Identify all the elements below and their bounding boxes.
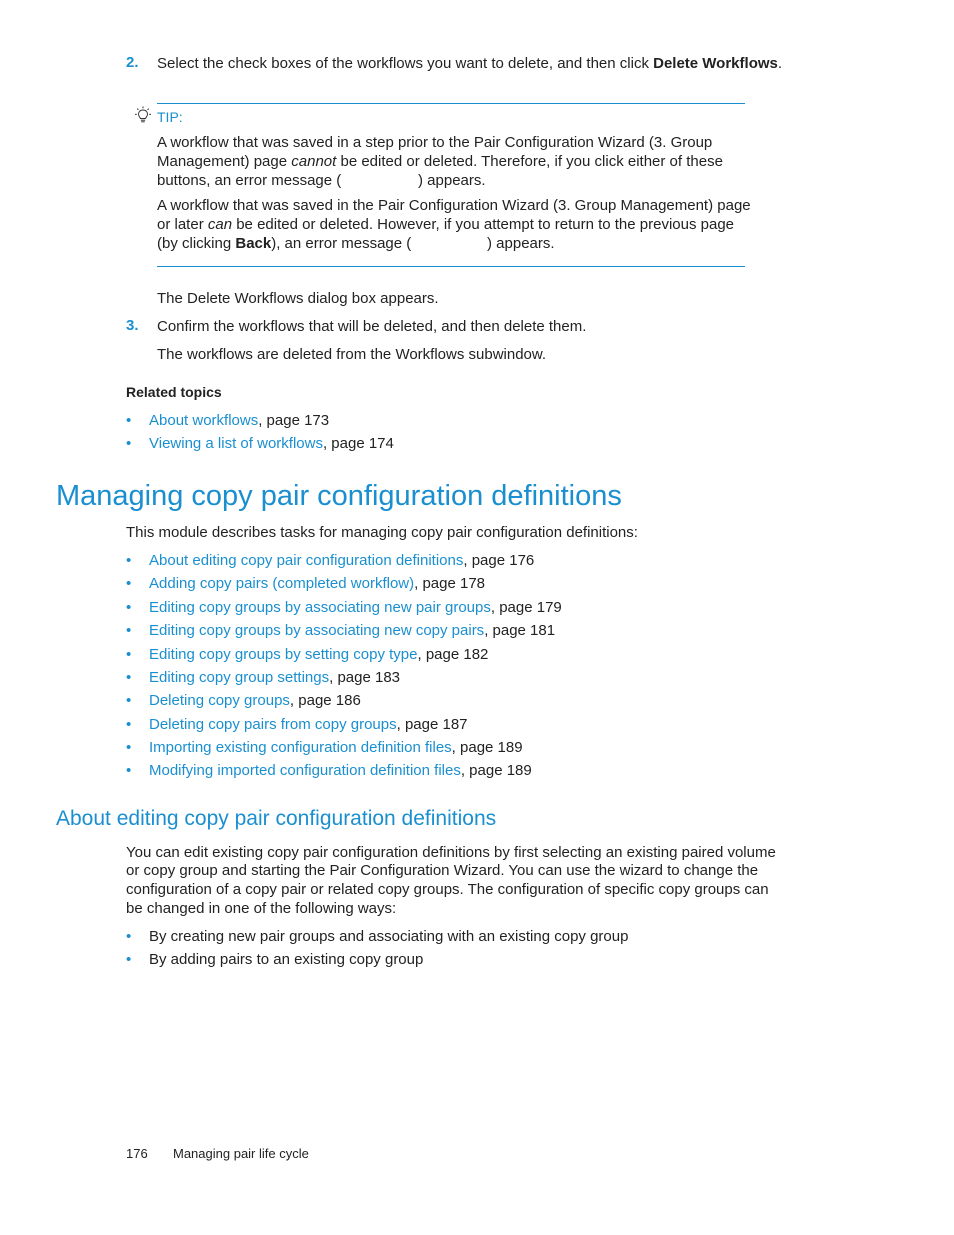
bullet-icon: • [126,928,132,945]
tip-label: TIP: [157,109,183,125]
list-item [126,668,400,687]
list-item [126,715,468,734]
link-group-settings[interactable]: Editing copy group settings [149,669,330,686]
tip-para1-line2-a: Management) page [157,153,292,170]
tip-para2-line3-a [157,234,411,253]
tip-para1-line1: A workflow that was saved in a step prior to the Pair Configuration Wizard (3. Group [157,134,713,151]
list-item [126,434,394,453]
list-item [126,551,534,570]
footer-chapter-title: Managing pair life cycle [173,1146,309,1161]
bullet-icon: • [126,951,132,968]
page-ref: , page 182 [417,646,489,663]
step-2-bold: Delete Workflows [653,55,778,72]
page-ref: , page 189 [451,739,523,756]
page-ref: , page 174 [322,435,394,452]
link-deleting-groups[interactable]: Deleting copy groups [149,692,290,709]
link-viewing-workflows[interactable]: Viewing a list of workflows [149,435,323,452]
tip-para2-line2 [157,215,734,234]
link-importing-files[interactable]: Importing existing configuration definition files [149,739,452,756]
bullet-text: By creating new pair groups and associating with an existing copy group [149,928,629,945]
section2-para-line4: be changed in one of the following ways: [126,900,397,917]
tip-para2-line3-c: ) appears. [487,235,555,252]
bullet-icon: • [126,599,132,616]
list-item [126,927,628,946]
step-2-text-b: . [777,55,783,72]
link-copy-type[interactable]: Editing copy groups by setting copy type [149,646,418,663]
page-ref: , page 187 [396,716,468,733]
bullet-icon: • [126,435,132,452]
page-ref: , page 181 [484,622,556,639]
tip-para2-line2-b: be edited or deleted. However, if you attempt to return to the previous page [232,216,735,233]
bullet-icon: • [126,692,132,709]
tip-bottom-rule [157,266,745,267]
list-item [126,645,488,664]
page-ref: , page 178 [414,575,486,592]
page-ref: , page 179 [490,599,562,616]
step-2-text-a: Select the check boxes of the workflows you want to delete, and then click [157,55,654,72]
bullet-icon: • [126,552,132,569]
link-about-editing[interactable]: About editing copy pair configuration definitions [149,552,464,569]
section2-para-line3: configuration of a copy pair or related copy groups. The configuration of specific copy groups can [126,881,769,898]
step-number-3: 3. [126,317,139,334]
page-ref: , page 183 [329,669,401,686]
tip-para2-line1: A workflow that was saved in the Pair Configuration Wizard (3. Group Management) page [157,197,751,214]
tip-para1-line3-a: buttons, an error message ( [157,172,342,189]
bullet-icon: • [126,575,132,592]
bullet-text: By adding pairs to an existing copy group [149,951,424,968]
tip-top-rule [157,103,745,104]
footer-page-number: 176 [126,1146,148,1161]
bullet-icon: • [126,669,132,686]
tip-para1-line2-b: be edited or deleted. Therefore, if you click either of these [336,153,723,170]
page-ref: , page 189 [460,762,532,779]
tip-para1-italic: cannot [291,153,337,170]
step-3-result: The workflows are deleted from the Workflows subwindow. [157,346,547,363]
section2-para-line1: You can edit existing copy pair configuration definitions by first selecting an existing paired volume [126,844,776,861]
list-item [126,738,523,757]
tip-para2-bold: Back [235,235,272,252]
link-new-copy-pairs[interactable]: Editing copy groups by associating new copy pairs [149,622,485,639]
list-item [126,411,329,430]
page-ref: , page 186 [289,692,361,709]
tip-para2-line3-b: ), an error message ( [271,235,412,252]
link-about-workflows[interactable]: About workflows [149,412,259,429]
list-item [126,598,562,617]
tip-para2-line3-prefix: (by clicking [157,235,236,252]
link-modifying-files[interactable]: Modifying imported configuration definition files [149,762,461,779]
tip-para2-line2-a: or later [157,216,208,233]
tip-para1-line3-b: ) appears. [418,172,486,189]
tip-para2-italic: can [207,216,233,233]
page-ref: , page 173 [258,412,330,429]
bullet-icon: • [126,762,132,779]
list-item [126,761,532,780]
bullet-icon: • [126,646,132,663]
list-item [126,950,423,969]
dialog-appears-text: The Delete Workflows dialog box appears. [157,290,439,307]
section-intro: This module describes tasks for managing copy pair configuration definitions: [126,524,638,541]
bullet-icon: • [126,739,132,756]
section-heading-about-editing: About editing copy pair configuration definitions [56,807,497,830]
bullet-icon: • [126,412,132,429]
link-deleting-pairs[interactable]: Deleting copy pairs from copy groups [149,716,397,733]
bullet-icon: • [126,622,132,639]
step-number-2: 2. [126,54,139,71]
tip-para1-line2 [157,152,723,171]
page-ref: , page 176 [463,552,535,569]
bullet-icon: • [126,716,132,733]
section2-para-line2: or copy group and starting the Pair Configuration Wizard. You can use the wizard to change the [126,862,759,879]
related-topics-heading: Related topics [126,384,222,400]
list-item [126,691,361,710]
list-item [126,574,485,593]
section-heading-managing: Managing copy pair configuration definitions [56,480,622,512]
link-adding-copy-pairs[interactable]: Adding copy pairs (completed workflow) [149,575,415,592]
link-new-pair-groups[interactable]: Editing copy groups by associating new pair groups [149,599,491,616]
lightbulb-icon [133,106,153,131]
step-3-text: Confirm the workflows that will be deleted, and then delete them. [157,318,587,335]
step-2-text [157,54,782,73]
list-item [126,621,555,640]
